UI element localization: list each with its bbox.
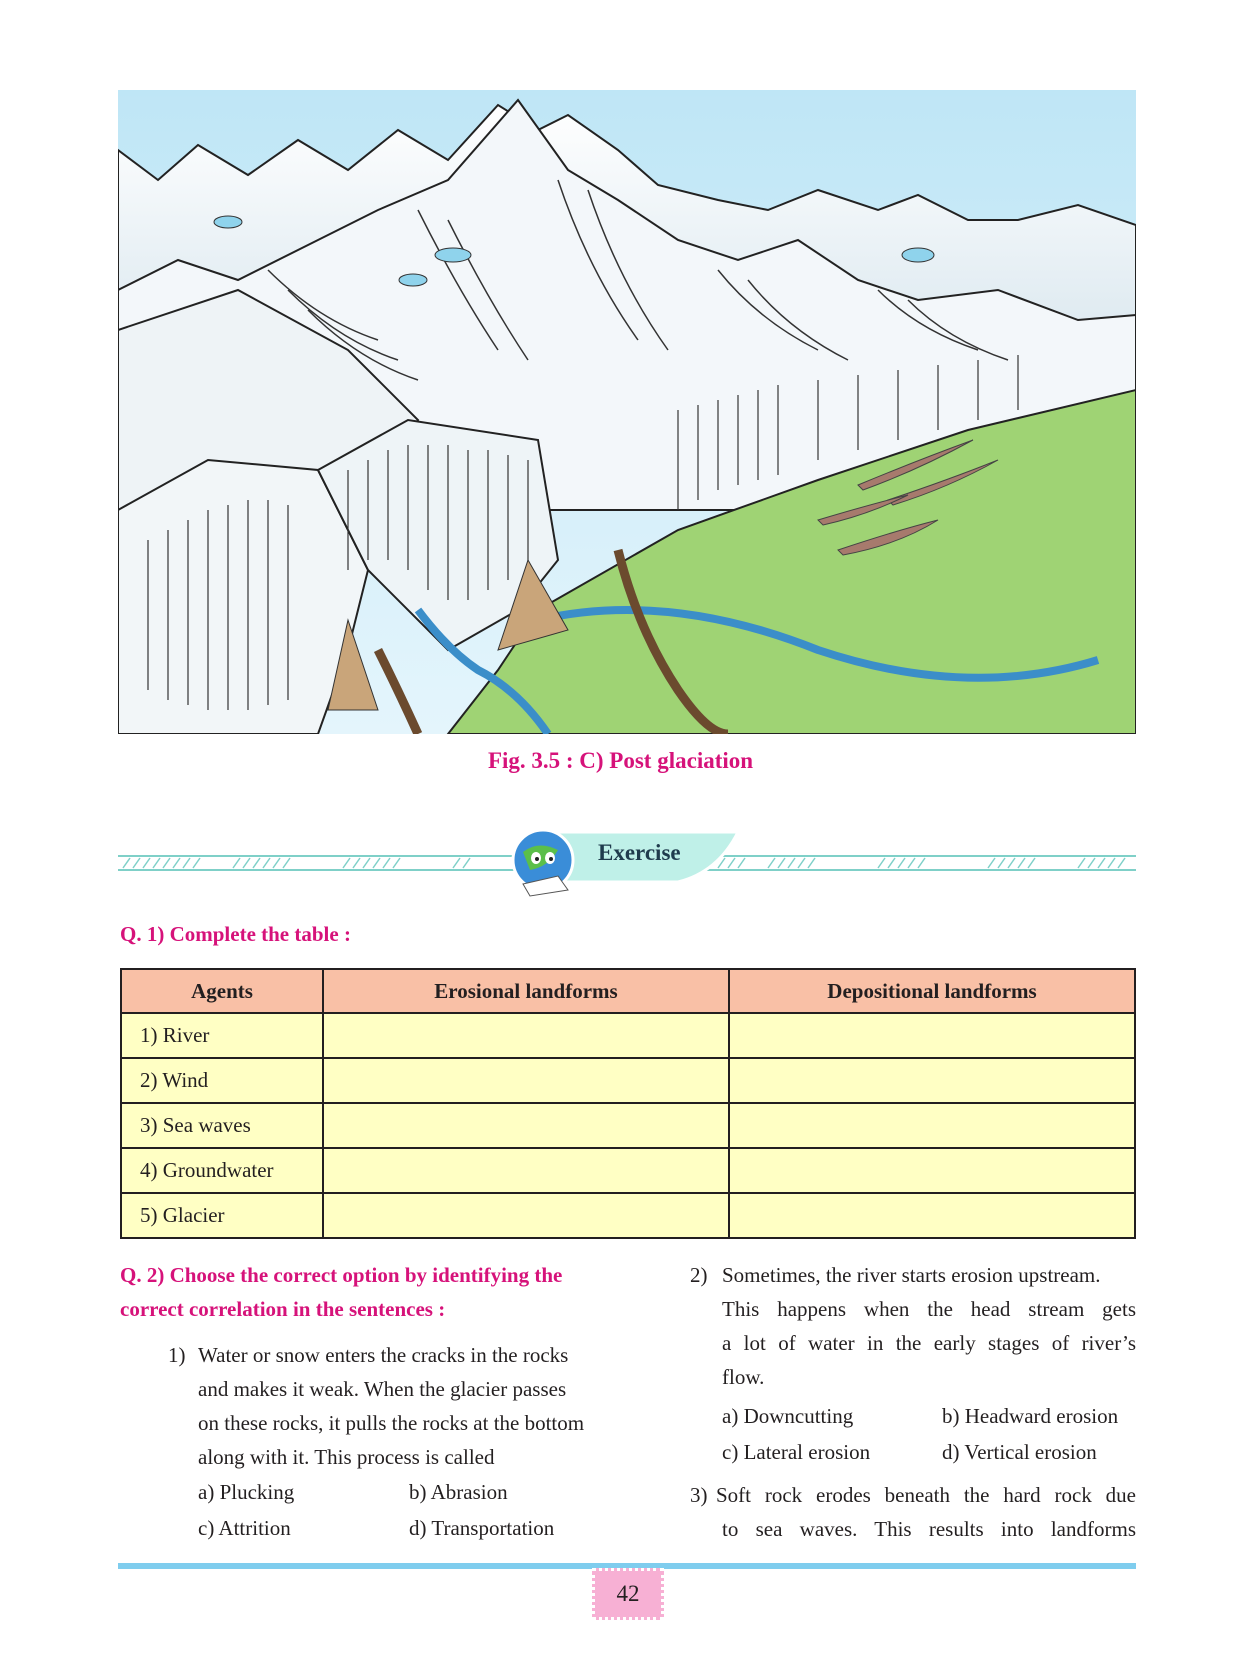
item-text-line: flow. — [722, 1365, 765, 1389]
item-text-line: a lot of water in the early stages of river’s — [722, 1331, 1136, 1355]
options-grid — [198, 1474, 620, 1546]
table-row — [121, 1013, 1135, 1058]
q2-item-1 — [120, 1338, 620, 1546]
depositional-cell[interactable] — [729, 1193, 1135, 1238]
q2-heading-line2: correct correlation in the sentences : — [120, 1297, 446, 1321]
table-row — [121, 1058, 1135, 1103]
figure-caption: Fig. 3.5 : C) Post glaciation — [487, 748, 754, 773]
item-text-line: Soft rock erodes beneath the hard rock due — [716, 1483, 1136, 1507]
landforms-table — [120, 968, 1136, 1239]
erosional-cell[interactable] — [323, 1193, 729, 1238]
item-number: 3) — [690, 1483, 708, 1507]
erosional-cell[interactable] — [323, 1148, 729, 1193]
q2-right-column — [690, 1258, 1136, 1546]
option[interactable]: a) Plucking — [198, 1480, 295, 1504]
agent-cell: 1) River — [121, 1013, 323, 1058]
option[interactable]: c) Lateral erosion — [722, 1440, 871, 1464]
erosional-cell[interactable] — [323, 1103, 729, 1148]
item-number: 2) — [690, 1263, 708, 1287]
item-text-line: and makes it weak. When the glacier passes — [198, 1377, 567, 1401]
agent-cell: 5) Glacier — [121, 1193, 323, 1238]
depositional-cell[interactable] — [729, 1013, 1135, 1058]
page-number: 42 — [616, 1581, 640, 1606]
depositional-cell[interactable] — [729, 1148, 1135, 1193]
agent-cell: 3) Sea waves — [121, 1103, 323, 1148]
item-text-line: Water or snow enters the cracks in the rocks — [198, 1343, 569, 1367]
agent-cell: 4) Groundwater — [121, 1148, 323, 1193]
q2-heading-line1: Q. 2) Choose the correct option by identifying the — [120, 1263, 563, 1287]
options-grid — [722, 1398, 1136, 1470]
item-text-line: Sometimes, the river starts erosion upstream. — [722, 1263, 1101, 1287]
item-number: 1) — [168, 1343, 186, 1367]
column-header: Agents — [121, 969, 323, 1013]
item-text-line: along with it. This process is called — [198, 1445, 495, 1469]
item-text-line: to sea waves. This results into landforms — [722, 1517, 1136, 1541]
exercise-label: Exercise — [598, 840, 681, 865]
option[interactable]: c) Attrition — [198, 1516, 291, 1540]
column-header: Depositional landforms — [729, 969, 1135, 1013]
agent-cell: 2) Wind — [121, 1058, 323, 1103]
item-text-line: This happens when the head stream gets — [722, 1297, 1136, 1321]
q2-item-2 — [690, 1258, 1136, 1470]
depositional-cell[interactable] — [729, 1058, 1135, 1103]
option[interactable]: d) Transportation — [409, 1516, 555, 1540]
q2-left-column — [120, 1258, 620, 1546]
glaciation-illustration — [118, 90, 1136, 734]
depositional-cell[interactable] — [729, 1103, 1135, 1148]
option[interactable]: a) Downcutting — [722, 1404, 854, 1428]
q1-heading: Q. 1) Complete the table : — [120, 922, 351, 946]
erosional-cell[interactable] — [323, 1058, 729, 1103]
page-number-badge — [592, 1568, 664, 1620]
option[interactable]: b) Abrasion — [409, 1480, 508, 1504]
q2-item-3 — [690, 1478, 1136, 1546]
option[interactable]: b) Headward erosion — [942, 1404, 1119, 1428]
table-row — [121, 1148, 1135, 1193]
column-header: Erosional landforms — [323, 969, 729, 1013]
item-text-line: on these rocks, it pulls the rocks at the bottom — [198, 1411, 585, 1435]
table-row — [121, 1103, 1135, 1148]
erosional-cell[interactable] — [323, 1013, 729, 1058]
option[interactable]: d) Vertical erosion — [942, 1440, 1097, 1464]
table-row — [121, 1193, 1135, 1238]
table-header-row — [121, 969, 1135, 1013]
